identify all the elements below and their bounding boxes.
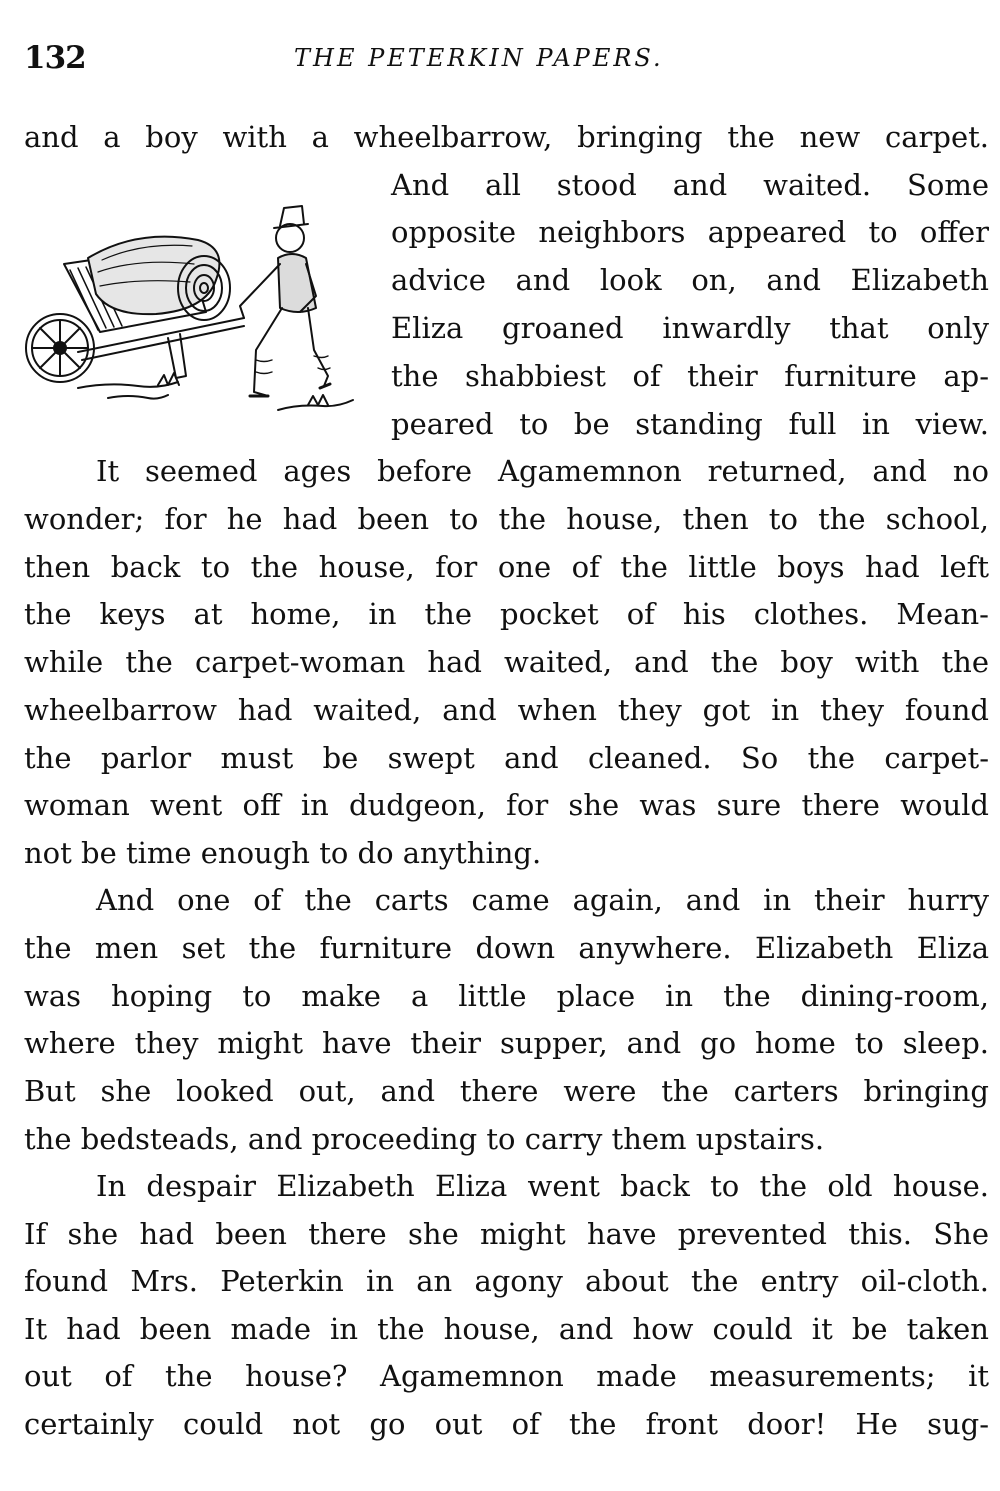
page-header bbox=[24, 40, 990, 84]
text-line: And one of the carts came again, and in their hurry bbox=[96, 883, 989, 917]
text-line: out of the house? Agamemnon made measurements; it bbox=[24, 1359, 989, 1393]
text-line: where they might have their supper, and go home to sleep. bbox=[24, 1026, 989, 1060]
text-line: the shabbiest of their furniture ap- bbox=[391, 359, 989, 393]
text-line: the men set the furniture down anywhere. Elizabeth Eliza bbox=[24, 931, 989, 965]
text-line: But she looked out, and there were the carters bringing bbox=[24, 1074, 989, 1108]
text-line: opposite neighbors appeared to offer bbox=[391, 215, 989, 249]
text-line: not be time enough to do anything. bbox=[24, 836, 542, 870]
text-line: It had been made in the house, and how could it be taken bbox=[24, 1312, 989, 1346]
text-line: the parlor must be swept and cleaned. So the carpet- bbox=[24, 741, 989, 775]
text-line: In despair Elizabeth Eliza went back to the old house. bbox=[96, 1169, 989, 1203]
text-line: while the carpet-woman had waited, and the boy with the bbox=[24, 645, 989, 679]
text-line: the keys at home, in the pocket of his clothes. Mean- bbox=[24, 597, 989, 631]
text-line: If she had been there she might have prevented this. She bbox=[24, 1217, 989, 1251]
text-line: wheelbarrow had waited, and when they got in they found bbox=[24, 693, 989, 727]
text-line: then back to the house, for one of the little boys had left bbox=[24, 550, 989, 584]
running-title: THE PETERKIN PAPERS. bbox=[294, 44, 664, 72]
text-line: It seemed ages before Agamemnon returned, and no bbox=[96, 454, 989, 488]
text-line: wonder; for he had been to the house, then to the school, bbox=[24, 502, 989, 536]
text-line: found Mrs. Peterkin in an agony about the entry oil-cloth. bbox=[24, 1264, 989, 1298]
text-line: and a boy with a wheelbarrow, bringing the new carpet. bbox=[24, 120, 989, 154]
text-line: certainly could not go out of the front door! He sug- bbox=[24, 1407, 989, 1441]
text-line: advice and look on, and Elizabeth bbox=[391, 263, 989, 297]
text-line: woman went off in dudgeon, for she was sure there would bbox=[24, 788, 989, 822]
man-pushing-wheelbarrow-with-carpet-illustration bbox=[18, 200, 363, 418]
text-line: Eliza groaned inwardly that only bbox=[391, 311, 989, 345]
text-line: And all stood and waited. Some bbox=[391, 168, 989, 202]
page-number: 132 bbox=[24, 40, 86, 76]
text-line: peared to be standing full in view. bbox=[391, 407, 989, 441]
text-line: was hoping to make a little place in the dining-room, bbox=[24, 979, 989, 1013]
text-line: the bedsteads, and proceeding to carry them upstairs. bbox=[24, 1122, 825, 1156]
